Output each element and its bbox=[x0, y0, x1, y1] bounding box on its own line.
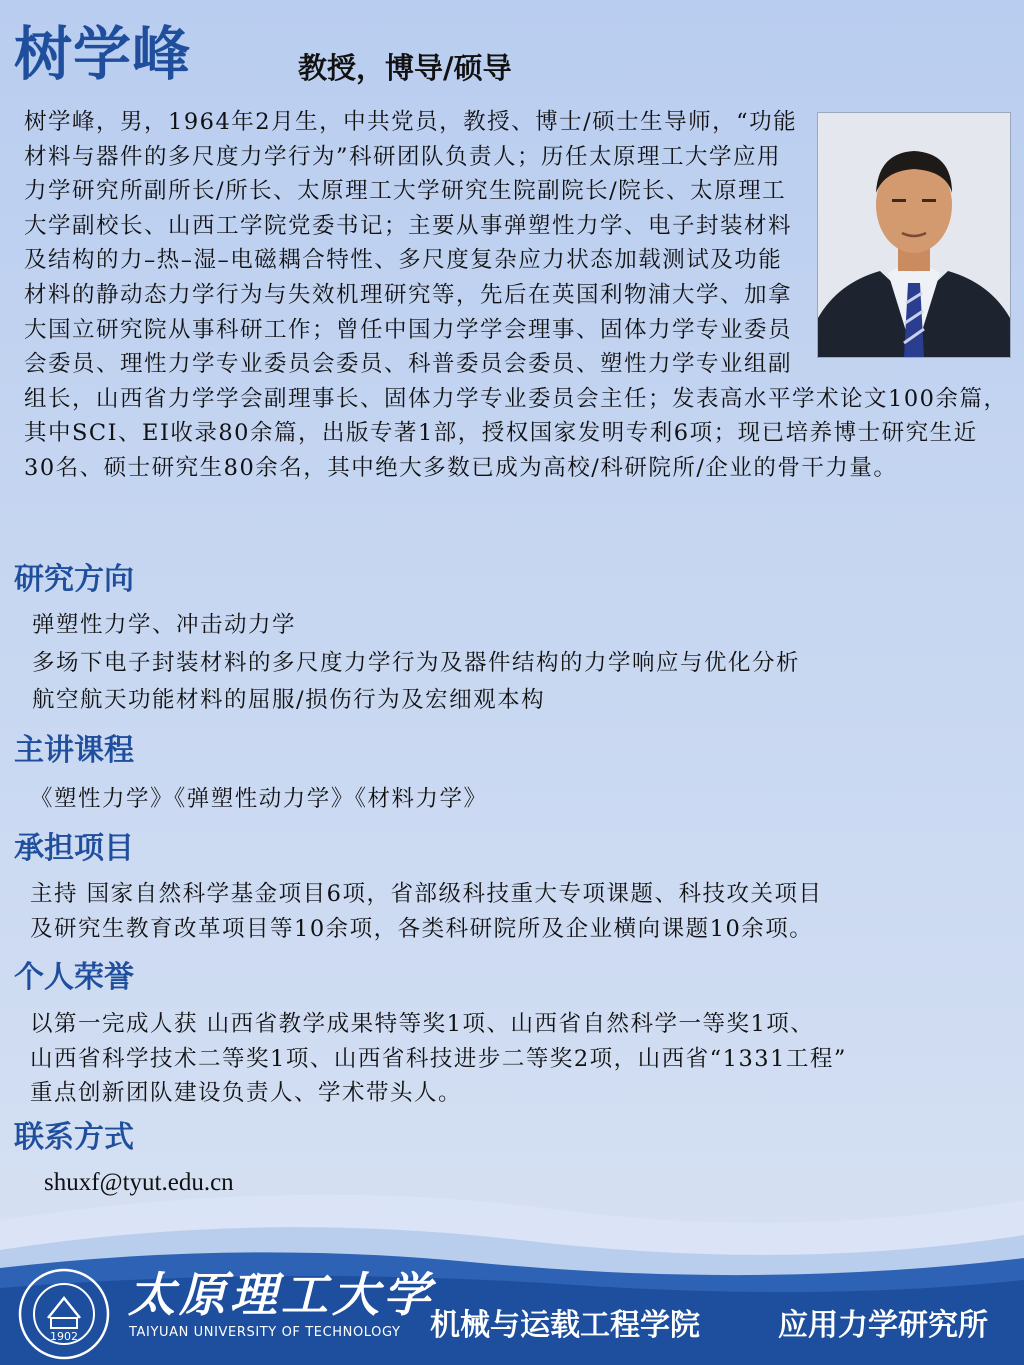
projects-heading: 承担项目 bbox=[14, 831, 134, 866]
college-name: 机械与运载工程学院 bbox=[430, 1308, 700, 1343]
university-name-cn: 太原理工大学 bbox=[128, 1268, 434, 1323]
courses-text bbox=[30, 782, 1010, 817]
profile-name: 树学峰 bbox=[14, 20, 192, 88]
institute-name: 应用力学研究所 bbox=[778, 1308, 988, 1343]
university-seal bbox=[18, 1268, 110, 1360]
contact-heading: 联系方式 bbox=[14, 1120, 134, 1155]
research-item: 弹塑性力学、冲击动力学 bbox=[32, 612, 297, 638]
seal-year: 1902 bbox=[50, 1330, 78, 1343]
research-heading: 研究方向 bbox=[14, 562, 134, 597]
bio-text: 树学峰，男，1964年2月生，中共党员，教授、博士/硕士生导师，“功能材料与器件的多尺度力学行为”科研团队负责人；历任太原理工大学应用力学研究所副所长/所长、太原理工大学研究生院副院长/院长、太原理工大学副校长、山西工学院党委书记；主要从事弹塑性力学、电子封装材料及结构的力–热–湿–电磁耦合特性、多尺度复杂应力状态加载测试及功能材料的静动态力学行为与失效机理研究等，先后在英国利物浦大学、加拿大国立研究院从事科研工作；曾任中国力学学会理事、固体力学专业委员会委员、理性力学专业委员会委员、科普委员会委员、塑性力学专业组副组长，山西省力学学会副理事长、固体力学专业委员会主任；发表高水平学术论文100余篇，其中SCI、EI收录80余篇，出版专著1部，授权国家发明专利6项；现已培养博士研究生近30名、硕士研究生80余名，其中绝大多数已成为高校/科研院所/企业的骨干力量。 bbox=[24, 109, 1008, 481]
honors-line: 以第一完成人获 山西省教学成果特等奖1项、山西省自然科学一等奖1项、 bbox=[30, 1011, 815, 1037]
honors-line: 山西省科学技术二等奖1项、山西省科技进步二等奖2项，山西省“1331工程” bbox=[30, 1045, 847, 1072]
honors-heading: 个人荣誉 bbox=[14, 960, 134, 995]
contact-email[interactable]: shuxf@tyut.edu.cn bbox=[44, 1169, 234, 1196]
university-name-en: TAIYUAN UNIVERSITY OF TECHNOLOGY bbox=[129, 1325, 401, 1340]
profile-title: 教授，博导/硕导 bbox=[298, 51, 512, 85]
photo-spacer bbox=[799, 105, 1009, 367]
projects-line: 主持 国家自然科学基金项目6项，省部级科技重大专项课题、科技攻关项目 bbox=[30, 881, 823, 907]
honors-text bbox=[30, 1007, 1010, 1111]
research-item: 航空航天功能材料的屈服/损伤行为及宏细观本构 bbox=[32, 687, 546, 714]
research-list bbox=[32, 608, 1012, 718]
projects-text bbox=[30, 877, 1010, 946]
bio-paragraph bbox=[24, 105, 1009, 486]
courses-heading: 主讲课程 bbox=[14, 733, 134, 768]
research-item: 多场下电子封装材料的多尺度力学行为及器件结构的力学响应与优化分析 bbox=[32, 649, 801, 676]
honors-line: 重点创新团队建设负责人、学术带头人。 bbox=[30, 1080, 463, 1107]
courses-line: 《塑性力学》《弹塑性动力学》《材料力学》 bbox=[30, 786, 488, 812]
projects-line: 及研究生教育改革项目等10余项，各类科研院所及企业横向课题10余项。 bbox=[30, 915, 814, 942]
